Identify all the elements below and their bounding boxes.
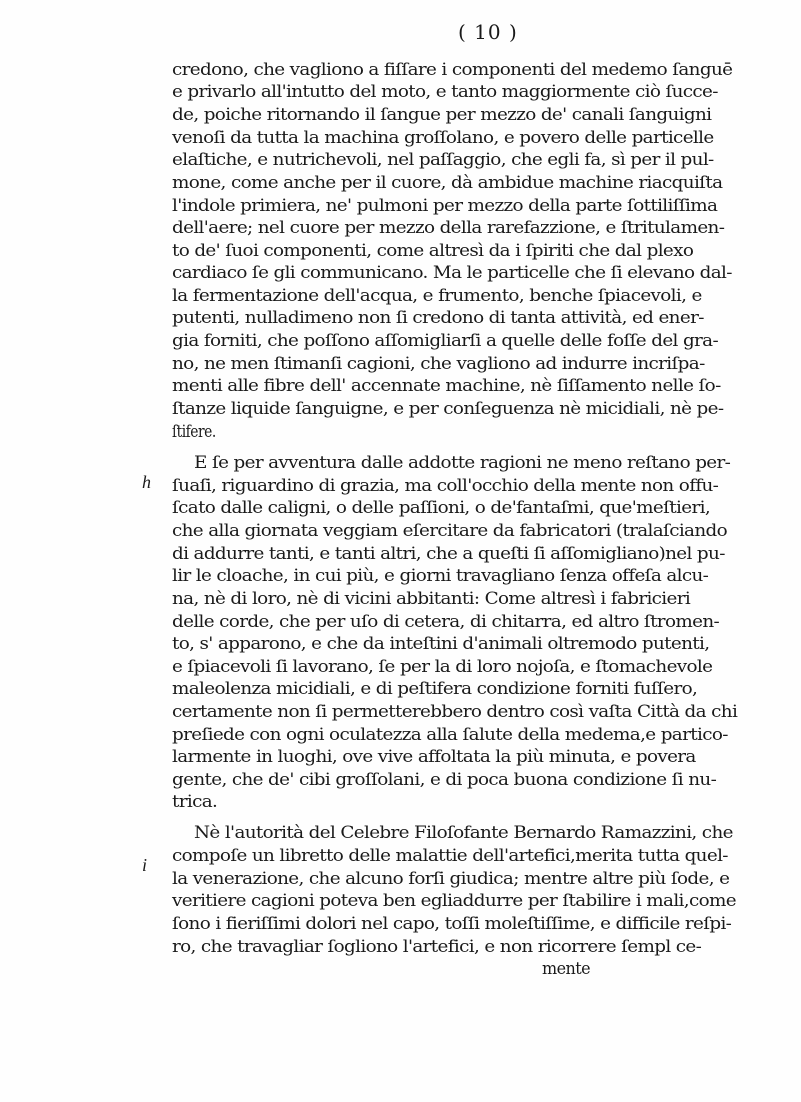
text-line: no, ne men ſtimanſi cagioni, che vagliono ad indurre incriſpa- (172, 354, 705, 374)
text-line: credono, che vagliono a fiſſare i componenti del medemo ſanguē (172, 60, 733, 80)
marginal-note-i: i (142, 855, 148, 875)
text-line: ſtifere. (172, 422, 216, 442)
text-line: ſtanze liquide ſanguigne, e per conſeguenza nè micidiali, nè pe- (172, 399, 724, 419)
text-line: dell'aere; nel cuore per mezzo della rarefazzione, e ſtritulamen- (172, 218, 725, 238)
text-line: compoſe un libretto delle malattie dell'artefici,merita tutta quel- (172, 846, 728, 866)
text-line: Nè l'autorità del Celebre Filoſofante Bernardo Ramazzini, che (194, 823, 733, 843)
text-line: di addurre tanti, e tanti altri, che a queſti ſi aſſomigliano)nel pu- (172, 544, 725, 564)
text-line: e ſpiacevoli ſi lavorano, ſe per la di loro nojoſa, e ſtomachevole (172, 657, 713, 677)
text-line: ro, che travagliar ſogliono l'artefici, e non ricorrere ſempl ce- (172, 937, 702, 957)
text-line: de, poiche ritornando il ſangue per mezzo de' canali ſanguigni (172, 105, 712, 125)
text-line: delle corde, che per uſo di cetera, di chitarra, ed altro ſtromen- (172, 612, 720, 632)
text-line: e privarlo all'intutto del moto, e tanto maggiormente ciò ſucce- (172, 82, 718, 102)
text-line: certamente non ſi permetterebbero dentro così vaſta Città da chi (172, 702, 738, 722)
text-line: to, s' apparono, e che da inteſtini d'animali oltremodo putenti, (172, 634, 710, 654)
text-line: trica. (172, 792, 218, 812)
text-line: putenti, nulladimeno non ſi credono di tanta attività, ed ener- (172, 308, 704, 328)
text-line: preſiede con ogni oculatezza alla ſalute della medema,e partico- (172, 725, 728, 745)
marginal-note-h: h (142, 472, 151, 492)
text-line: ſuaſi, riguardino di grazia, ma coll'occhio della mente non offu- (172, 476, 719, 496)
text-line: l'indole primiera, ne' pulmoni per mezzo della parte ſottiliſſima (172, 196, 718, 216)
text-line: gente, che de' cibi groſſolani, e di poca buona condizione ſi nu- (172, 770, 717, 790)
text-line: mente (542, 959, 591, 979)
text-line: che alla giornata veggiam eſercitare da fabricatori (tralaſciando (172, 521, 728, 541)
text-line: na, nè di loro, nè di vicini abbitanti: Come altresì i fabricieri (172, 589, 691, 609)
text-line: lir le cloache, in cui più, e giorni travagliano ſenza offeſa alcu- (172, 566, 709, 586)
text-line: cardiaco ſe gli communicano. Ma le particelle che ſi elevano dal- (172, 263, 732, 283)
text-line: venoſi da tutta la machina groſſolano, e povero delle particelle (172, 128, 714, 148)
text-line: mone, come anche per il cuore, dà ambidue machine riacquiſta (172, 173, 723, 193)
text-line: gia forniti, che poſſono aſſomigliarſi a quelle delle foſſe del gra- (172, 331, 719, 351)
text-line: E ſe per avventura dalle addotte ragioni ne meno reſtano per- (194, 453, 731, 473)
page-number: ( 10 ) (458, 20, 518, 44)
text-line: elaſtiche, e nutrichevoli, nel paſſaggio, che egli fa, sì per il pul- (172, 150, 714, 170)
text-line: ſono i fieriſſimi dolori nel capo, toſſi moleſtiſſime, e difficile reſpi- (172, 914, 732, 934)
text-line: larmente in luoghi, ove vive affoltata la più minuta, e povera (172, 747, 696, 767)
text-line: veritiere cagioni poteva ben egliaddurre per ſtabilire i mali,come (172, 891, 736, 911)
text-line: ſcato dalle caligni, o delle paſſioni, o de'fantaſmi, que'meſtieri, (172, 498, 711, 518)
text-line: to de' ſuoi componenti, come altresì da i ſpiriti che dal plexo (172, 241, 694, 261)
text-line: la fermentazione dell'acqua, e frumento, benche ſpiacevoli, e (172, 286, 702, 306)
text-line: maleolenza micidiali, e di peſtifera condizione forniti fuſſero, (172, 679, 698, 699)
text-line: menti alle fibre dell' accennate machine, nè ſiſſamento nelle ſo- (172, 376, 721, 396)
text-line: la venerazione, che alcuno forſi giudica; mentre altre più ſode, e (172, 869, 730, 889)
